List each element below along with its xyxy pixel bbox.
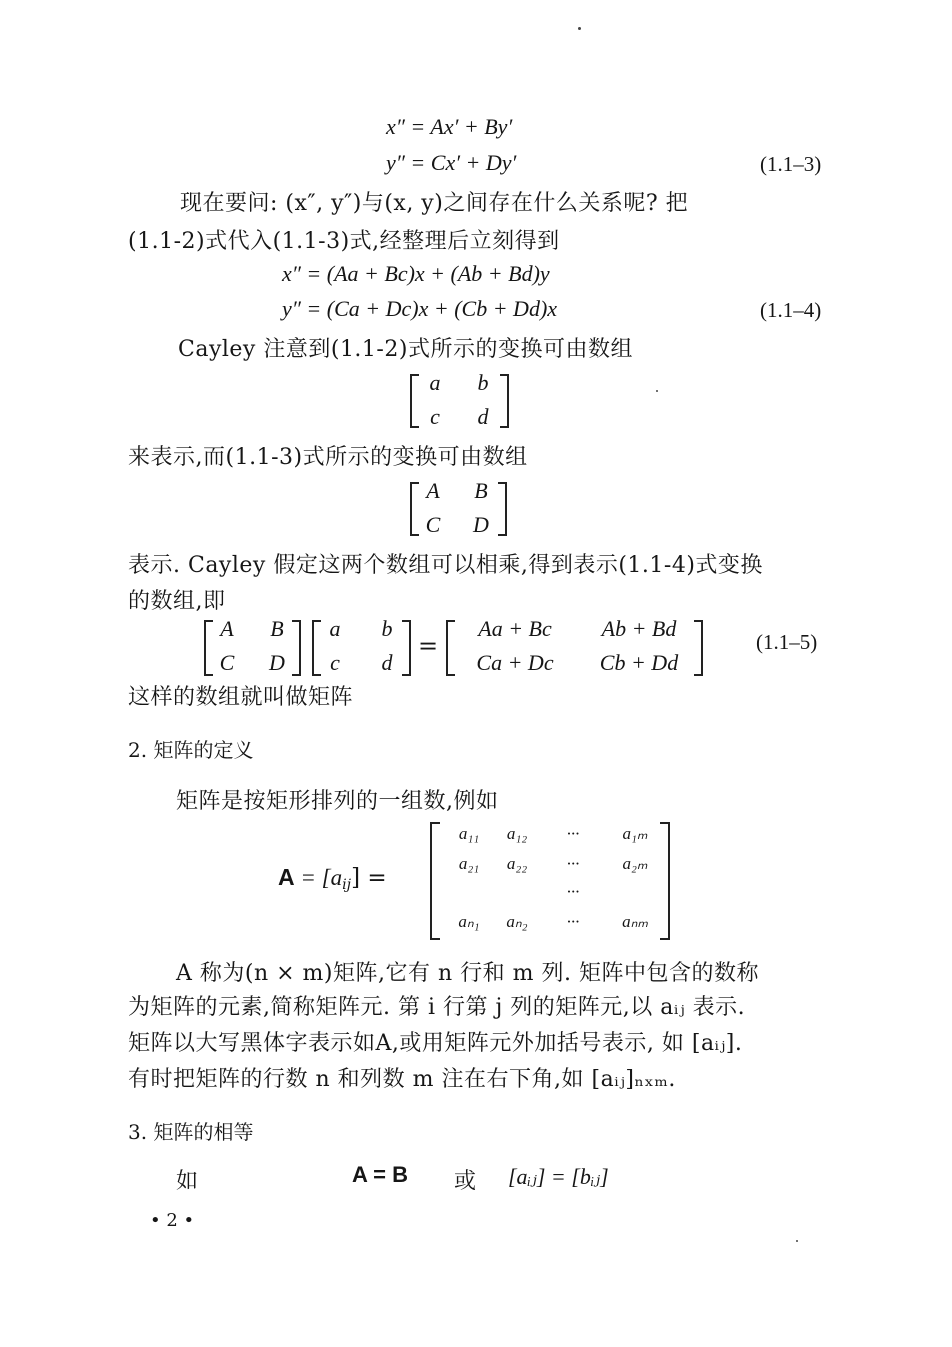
left-bracket [446, 620, 455, 676]
right-bracket [694, 620, 703, 676]
matrix-cell: D [269, 650, 285, 675]
matrix-cell: C [219, 650, 235, 675]
scan-speck [656, 390, 658, 392]
paragraph-line: 这样的数组就叫做矩阵 [128, 685, 354, 710]
matrix-cell: b [381, 616, 393, 641]
matrix-cell: a [429, 370, 441, 395]
right-bracket [660, 822, 670, 940]
matrix-cell: ··· [566, 882, 580, 901]
right-bracket [402, 620, 411, 676]
matrix-cell: d [381, 650, 393, 675]
paragraph-line: 的数组,即 [128, 589, 226, 614]
equation-1-1-4-line2: y″ = (Ca + Dc)x + (Cb + Dd)x [282, 296, 558, 321]
paragraph-line: 矩阵以大写黑体字表示如A,或用矩阵元外加括号表示, 如 [aᵢⱼ]. [128, 1031, 743, 1056]
matrix-cell: Cb + Dd [599, 650, 679, 675]
left-bracket [410, 374, 419, 428]
equation-or: 或 [454, 1169, 477, 1194]
equation-number-1-1-5: (1.1–5) [756, 630, 818, 654]
matrix-cell: b [477, 370, 489, 395]
matrix-cell: a₁ₘ [622, 824, 648, 843]
right-bracket [500, 374, 509, 428]
paragraph-line: 现在要问: (x″, y″)与(x, y)之间存在什么关系呢? 把 [180, 191, 689, 216]
matrix-cell: ··· [566, 854, 580, 873]
paragraph-line: 有时把矩阵的行数 n 和列数 m 注在右下角,如 [aᵢⱼ]ₙₓₘ. [128, 1067, 676, 1092]
matrix-cell: aₙₘ [622, 912, 648, 931]
equation-number-1-1-4: (1.1–4) [760, 298, 822, 322]
equation-prefix: 如 [176, 1169, 199, 1194]
matrix-cell: aₙ₂ [506, 912, 528, 931]
matrix-cell: aₙ₁ [458, 912, 480, 931]
equation-1-1-4-line1: x″ = (Aa + Bc)x + (Ab + Bd)y [282, 261, 550, 286]
paragraph-line: (1.1-2)式代入(1.1-3)式,经整理后立刻得到 [128, 229, 560, 254]
equation-equal-rhs: [aᵢⱼ] = [bᵢⱼ] [508, 1164, 609, 1189]
matrix-cell: Aa + Bc [478, 616, 552, 641]
equals-sign: = [418, 632, 439, 660]
equation-1-1-3-line2: y″ = Cx′ + Dy′ [386, 150, 517, 175]
section-heading-2: 2. 矩阵的定义 [128, 738, 254, 762]
matrix-cell: c [330, 650, 340, 675]
paragraph-line: 为矩阵的元素,简称矩阵元. 第 i 行第 j 列的矩阵元,以 aᵢⱼ 表示. [128, 995, 746, 1020]
matrix-cell: Ab + Bd [601, 616, 677, 641]
paragraph-line: 矩阵是按矩形排列的一组数,例如 [176, 789, 499, 814]
matrix-cell: a₂₂ [506, 854, 528, 873]
matrix-cell: B [474, 478, 488, 503]
matrix-cell: B [270, 616, 284, 641]
section-heading-3: 3. 矩阵的相等 [128, 1120, 254, 1144]
matrix-cell: ··· [566, 824, 580, 843]
matrix-cell: a₂ₘ [622, 854, 648, 873]
left-bracket [430, 822, 440, 940]
equation-number-1-1-3: (1.1–3) [760, 152, 822, 176]
equation-equal-body: A = B [352, 1162, 409, 1187]
matrix-cell: Ca + Dc [476, 650, 554, 675]
page-number: • 2 • [150, 1210, 195, 1231]
paragraph-line: 来表示,而(1.1-3)式所示的变换可由数组 [128, 445, 528, 470]
matrix-cell: ··· [566, 912, 580, 931]
scan-speck [796, 1240, 798, 1242]
matrix-cell: a₁₁ [458, 824, 480, 843]
paragraph-line: Cayley 注意到(1.1-2)式所示的变换可由数组 [178, 337, 633, 362]
scan-speck [578, 27, 581, 30]
matrix-cell: D [473, 512, 489, 537]
equation-1-1-3-line1: x″ = Ax′ + By′ [386, 114, 513, 139]
paragraph-line: A 称为(n × m)矩阵,它有 n 行和 m 列. 矩阵中包含的数称 [176, 961, 759, 986]
matrix-cell: c [430, 404, 440, 429]
matrix-cell: a₂₁ [458, 854, 480, 873]
right-bracket [292, 620, 301, 676]
paragraph-line: 表示. Cayley 假定这两个数组可以相乘,得到表示(1.1-4)式变换 [128, 553, 763, 578]
matrix-cell: a [329, 616, 341, 641]
matrix-lhs: $A = [a_{ij}]$ = [278, 864, 387, 893]
matrix-cell: A [426, 478, 440, 503]
matrix-cell: C [425, 512, 441, 537]
right-bracket [498, 482, 507, 536]
matrix-cell: a₁₂ [506, 824, 528, 843]
matrix-cell: A [220, 616, 234, 641]
matrix-cell: d [477, 404, 489, 429]
